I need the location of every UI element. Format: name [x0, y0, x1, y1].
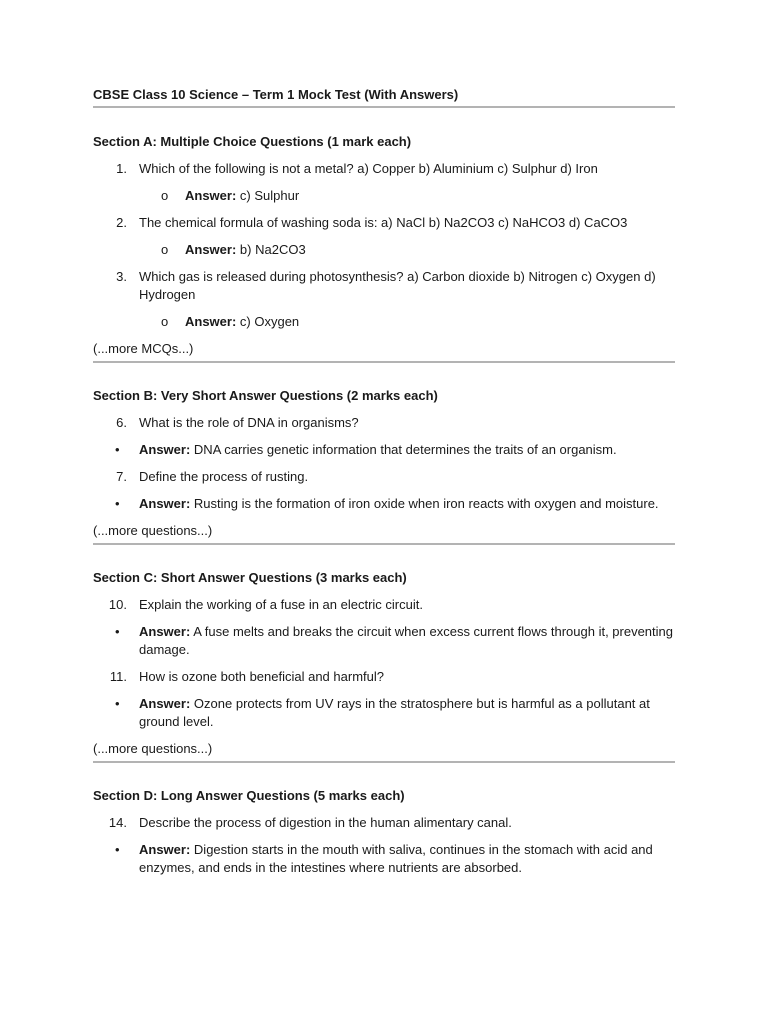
answer-10 [93, 623, 675, 659]
answer-11 [93, 695, 675, 731]
section-c-heading: Section C: Short Answer Questions (3 marks each) [93, 570, 407, 585]
answer-label: Answer: [185, 188, 237, 203]
question-number: 10. [108, 597, 127, 612]
answer-text: c) Oxygen [239, 314, 300, 329]
question-text: Describe the process of digestion in the human alimentary canal. [139, 815, 512, 830]
answer-label: Answer: [139, 624, 191, 639]
bullet-icon: • [115, 842, 120, 857]
question-number: 3. [116, 269, 127, 284]
question-text: Define the process of rusting. [139, 469, 309, 484]
answer-text: c) Sulphur [239, 188, 300, 203]
bullet-icon: • [115, 496, 120, 511]
question-1 [93, 160, 675, 178]
answer-1 [93, 187, 675, 205]
answer-14 [93, 841, 675, 877]
question-7 [93, 468, 675, 486]
question-text: Which of the following is not a metal? a) Copper b) Aluminium c) Sulphur d) Iron [139, 161, 598, 176]
answer-text: Rusting is the formation of iron oxide when iron reacts with oxygen and moisture. [193, 496, 659, 511]
question-number: 2. [116, 215, 127, 230]
document-page [93, 86, 675, 877]
bullet-icon: • [115, 624, 120, 639]
question-number: 7. [116, 469, 127, 484]
bullet-icon: • [115, 696, 120, 711]
answer-text: Ozone protects from UV rays in the stratosphere but is harmful as a pollutant at ground level. [139, 696, 650, 729]
question-text: Explain the working of a fuse in an electric circuit. [139, 597, 423, 612]
question-14 [93, 814, 675, 832]
answer-label: Answer: [185, 314, 237, 329]
question-6 [93, 414, 675, 432]
circle-bullet-icon: o [161, 242, 169, 257]
section-a-heading: Section A: Multiple Choice Questions (1 mark each) [93, 134, 412, 149]
section-c-divider [93, 761, 675, 763]
question-number: 6. [116, 415, 127, 430]
answer-7 [93, 495, 675, 513]
question-number: 14. [108, 815, 127, 830]
answer-label: Answer: [139, 442, 191, 457]
document-title: CBSE Class 10 Science – Term 1 Mock Test (With Answers) [93, 87, 459, 102]
answer-3 [93, 313, 675, 331]
circle-bullet-icon: o [161, 314, 169, 329]
question-number: 1. [116, 161, 127, 176]
question-3 [93, 268, 675, 304]
title-divider [93, 106, 675, 108]
question-text: What is the role of DNA in organisms? [139, 415, 359, 430]
answer-label: Answer: [139, 842, 191, 857]
more-questions-note: (...more questions...) [93, 741, 213, 756]
answer-label: Answer: [185, 242, 237, 257]
section-a-divider [93, 361, 675, 363]
answer-label: Answer: [139, 496, 191, 511]
question-10 [93, 596, 675, 614]
question-number: 11. [109, 669, 127, 684]
question-text: Which gas is released during photosynthesis? a) Carbon dioxide b) Nitrogen c) Oxygen d) Hydrogen [139, 269, 656, 302]
answer-6 [93, 441, 675, 459]
more-mcqs-note: (...more MCQs...) [93, 341, 194, 356]
answer-text: A fuse melts and breaks the circuit when excess current flows through it, preventing damage. [139, 624, 673, 657]
question-11 [93, 668, 675, 686]
question-text: How is ozone both beneficial and harmful? [139, 669, 384, 684]
section-b-heading: Section B: Very Short Answer Questions (2 marks each) [93, 388, 438, 403]
section-d-heading: Section D: Long Answer Questions (5 marks each) [93, 788, 405, 803]
answer-2 [93, 241, 675, 259]
circle-bullet-icon: o [161, 188, 169, 203]
answer-text: Digestion starts in the mouth with saliva, continues in the stomach with acid and enzymes, and ends in the intestines where nutrients are absorbed. [139, 842, 653, 875]
bullet-icon: • [115, 442, 120, 457]
question-text: The chemical formula of washing soda is: a) NaCl b) Na2CO3 c) NaHCO3 d) CaCO3 [139, 215, 628, 230]
section-b-divider [93, 543, 675, 545]
question-2 [93, 214, 675, 232]
answer-label: Answer: [139, 696, 191, 711]
answer-text: DNA carries genetic information that determines the traits of an organism. [193, 442, 617, 457]
answer-text: b) Na2CO3 [239, 242, 306, 257]
more-questions-note: (...more questions...) [93, 523, 213, 538]
